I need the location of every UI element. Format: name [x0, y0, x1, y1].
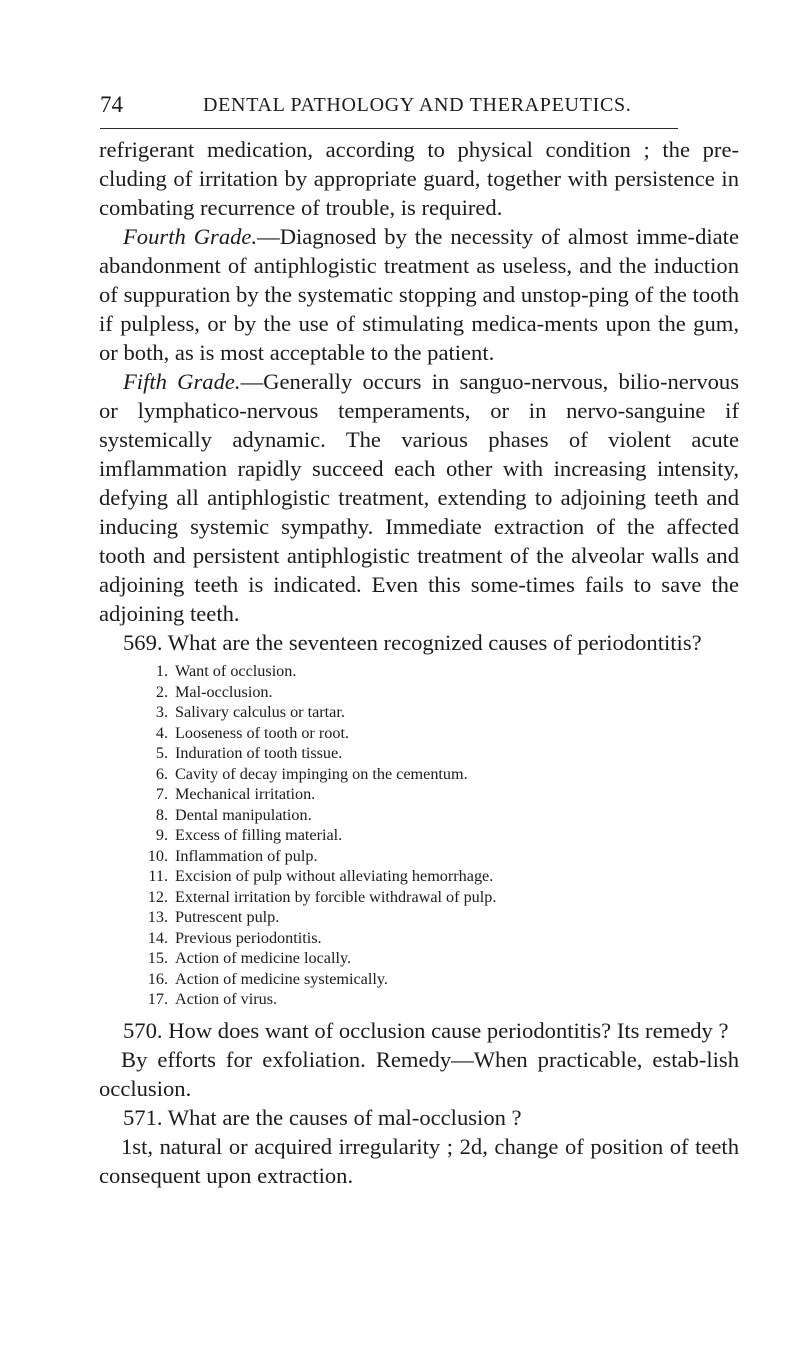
list-item-text: Mechanical irritation. [175, 785, 316, 803]
list-item-text: Cavity of decay impinging on the cementum. [175, 764, 468, 783]
list-item-number: 16. [147, 969, 168, 988]
list-item [141, 846, 739, 867]
list-item-text: Inflammation of pulp. [175, 846, 318, 865]
list-item [141, 907, 739, 928]
list-item-text: Putrescent pulp. [175, 908, 280, 926]
list-item-number: 6. [155, 764, 168, 783]
list-item [141, 989, 739, 1010]
answer-571: 1st, natural or acquired irregularity ; 2d, change of position of teeth consequent upon extraction. [99, 1133, 739, 1188]
list-item-number: 17. [147, 990, 168, 1008]
list-item-text: Excision of pulp without alleviating hemorrhage. [175, 867, 494, 885]
list-item-number: 14. [147, 928, 168, 947]
list-item-number: 13. [147, 908, 168, 926]
question-571: 571. What are the causes of mal-occlusion ? [123, 1104, 522, 1130]
list-item-text: Action of virus. [175, 990, 278, 1008]
list-item [141, 948, 739, 969]
list-item-text: Action of medicine systemically. [175, 969, 388, 988]
list-item [141, 723, 739, 744]
list-item-number: 8. [155, 805, 168, 824]
list-item [141, 866, 739, 887]
list-item [141, 784, 739, 805]
list-item [141, 682, 739, 703]
list-item-text: Salivary calculus or tartar. [175, 703, 345, 721]
answer-570: By efforts for exfoliation. Remedy—When practicable, estab-lish occlusion. [99, 1046, 739, 1101]
question-570: 570. How does want of occlusion cause periodontitis? Its remedy ? [123, 1017, 729, 1043]
list-item-text: Dental manipulation. [175, 805, 312, 824]
list-item-number: 7. [155, 785, 168, 803]
list-item-text: Excess of filling material. [175, 826, 343, 844]
list-item [141, 825, 739, 846]
question-569: 569. What are the seventeen recognized causes of periodontitis? [123, 630, 702, 655]
list-item-number: 5. [155, 744, 168, 762]
running-head: DENTAL PATHOLOGY AND THERAPEUTICS. [203, 94, 632, 116]
list-item-number: 2. [155, 682, 168, 701]
list-item [141, 661, 739, 682]
list-item-number: 11. [148, 867, 168, 885]
list-item-text: Mal-occlusion. [175, 682, 273, 701]
list-item-text: Induration of tooth tissue. [175, 744, 343, 762]
list-item [141, 969, 739, 990]
list-item-text: External irritation by forcible withdrawal of pulp. [175, 887, 497, 906]
list-item-number: 15. [147, 949, 168, 967]
list-item [141, 928, 739, 949]
list-item-number: 4. [155, 723, 168, 742]
page-number: 74 [100, 92, 123, 117]
causes-list [99, 661, 739, 1010]
list-item [141, 887, 739, 908]
fourth-grade-text: —Diagnosed by the necessity of almost imme-diate abandonment of antiphlogistic treatment as useless, and the induction of suppuration by the systematic stopping and unstop-ping of the tooth if pulpless, or by the use of stimulating medica-ments upon the gum, or both, as is most acceptable to the patient. [99, 224, 739, 365]
list-item [141, 702, 739, 723]
list-item-text: Action of medicine locally. [175, 949, 352, 967]
list-item-text: Want of occlusion. [175, 662, 297, 680]
paragraph-fourth-grade [99, 222, 739, 367]
fourth-grade-heading: Fourth Grade. [123, 224, 258, 249]
list-item-number: 3. [155, 703, 168, 721]
list-item-text: Previous periodontitis. [175, 928, 322, 947]
paragraph-fifth-grade [99, 367, 739, 628]
list-item-number: 12. [147, 887, 168, 906]
header-rule [100, 128, 678, 129]
page-header [100, 92, 740, 122]
list-item-number: 9. [155, 826, 168, 844]
list-item-number: 10. [147, 846, 168, 865]
list-item-number: 1. [155, 662, 168, 680]
fifth-grade-heading: Fifth Grade. [123, 369, 241, 394]
page-body [99, 135, 739, 1190]
list-item-text: Looseness of tooth or root. [175, 723, 349, 742]
paragraph-continuation: refrigerant medication, according to physical condition ; the pre-cluding of irritation by appropriate guard, together with persistence in combating recurrence of trouble, is required. [99, 137, 739, 220]
list-item [141, 805, 739, 826]
list-item [141, 764, 739, 785]
fifth-grade-text: —Generally occurs in sanguo-nervous, bilio-nervous or lymphatico-nervous temperaments, or in nervo-sanguine if systemically adynamic. The various phases of violent acute imflammation rapidly succeed each other with increasing intensity, defying all antiphlogistic treatment, extending to adjoining teeth and inducing systemic sympathy. Immediate extraction of the affected tooth and persistent antiphlogistic treatment of the alveolar walls and adjoining teeth is indicated. Even this some-times fails to save the adjoining teeth. [99, 369, 739, 626]
list-item [141, 743, 739, 764]
